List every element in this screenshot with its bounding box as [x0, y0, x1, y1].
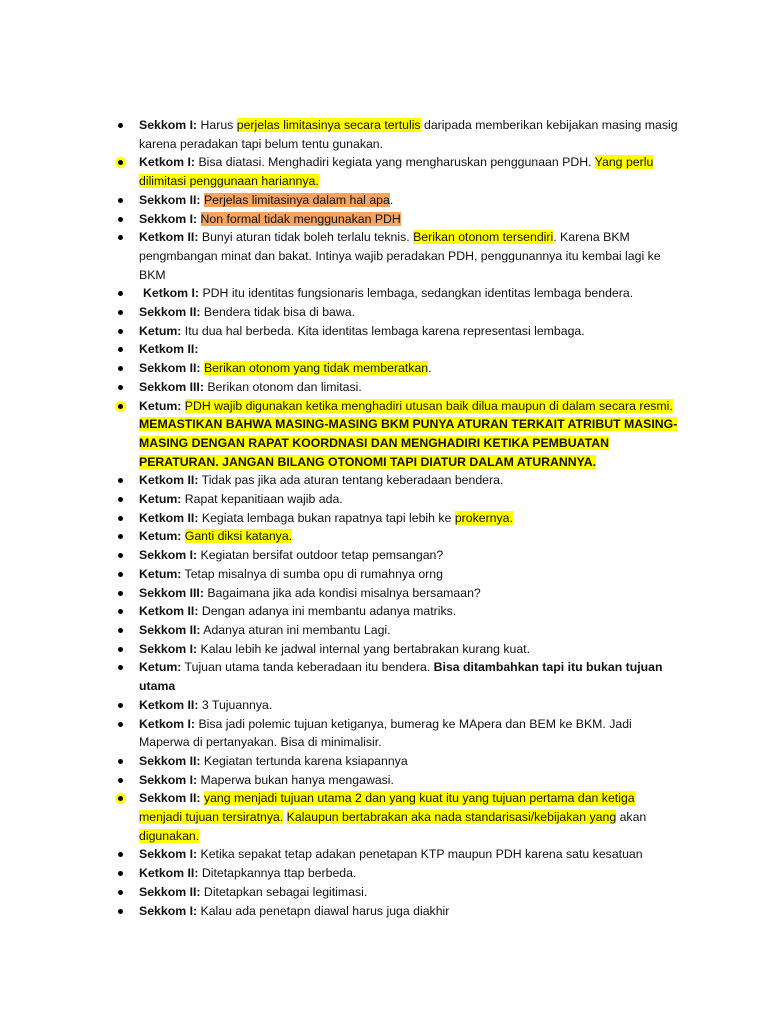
note-text: Bisa diatasi. Menghadiri kegiata yang mengharuskan penggunaan PDH.	[195, 155, 595, 170]
note-text: akan	[616, 810, 647, 825]
note-item	[139, 397, 679, 472]
note-item	[139, 116, 679, 153]
speaker-label: Sekkom I:	[139, 118, 198, 132]
note-item	[139, 864, 679, 883]
speaker-label: Ketkom II:	[139, 473, 199, 488]
note-item	[139, 228, 679, 284]
speaker-label: Sekkom I:	[139, 847, 198, 862]
speaker-label: Sekkom I:	[139, 903, 198, 918]
note-item	[139, 191, 679, 210]
note-text	[197, 212, 200, 226]
speaker-label: Ketkom II:	[139, 510, 199, 525]
speaker-label: Ketum:	[139, 398, 182, 413]
note-item	[139, 153, 679, 190]
note-item	[139, 789, 679, 845]
note-text: Bisa ditambahkan tapi itu bukan tujuan utama	[139, 660, 663, 694]
note-item	[139, 902, 679, 921]
note-item	[139, 471, 679, 490]
note-text: Kegiatan bersifat outdoor tetap pemsangan?	[197, 548, 444, 563]
speaker-label: Ketkom II:	[139, 230, 199, 245]
note-item	[139, 883, 679, 902]
note-text: Bunyi aturan tidak boleh terlalu teknis.	[198, 230, 414, 245]
note-text: Bendera tidak bisa di bawa.	[200, 305, 356, 320]
speaker-label: Ketkom II:	[139, 342, 199, 357]
note-item	[139, 527, 679, 546]
speaker-label: Ketum:	[139, 323, 182, 338]
note-item	[139, 752, 679, 771]
speaker-label: Ketkom II:	[139, 697, 199, 712]
speaker-label: Ketkom II:	[139, 604, 199, 619]
note-text: Ditetapkannya ttap berbeda.	[198, 866, 357, 881]
note-item	[139, 490, 679, 509]
note-text: Harus	[197, 118, 237, 132]
speaker-label: Sekkom II:	[139, 361, 201, 376]
note-text: digunakan.	[139, 828, 200, 843]
note-text: Tidak pas jika ada aturan tentang keberadaan bendera.	[198, 473, 504, 488]
note-item	[139, 715, 679, 752]
note-text: Ketika sepakat tetap adakan penetapan KTP maupun PDH karena satu kesatuan	[197, 847, 643, 862]
speaker-label: Ketkom I:	[139, 155, 196, 170]
note-item	[139, 658, 679, 695]
note-text: . Karena BKM pengmbangan minat dan bakat. Intinya wajib peradakan PDH, penggunannya itu kembai lagi ke BKM	[139, 230, 661, 282]
meeting-notes-list	[0, 116, 679, 920]
note-text: .	[389, 192, 394, 207]
note-item	[139, 696, 679, 715]
note-text: .	[428, 361, 432, 376]
note-item	[139, 509, 679, 528]
speaker-label: Ketum:	[139, 566, 182, 581]
speaker-label: Sekkom I:	[139, 641, 198, 656]
note-text: perjelas limitasinya secara tertulis	[236, 118, 421, 132]
speaker-label: Sekkom II:	[139, 192, 201, 207]
note-text: Adanya aturan ini membantu Lagi.	[200, 622, 391, 637]
note-text: Itu dua hal berbeda. Kita identitas lembaga karena representasi lembaga.	[181, 323, 585, 338]
note-item	[139, 584, 679, 603]
note-text: Non formal tidak menggunakan PDH	[200, 211, 401, 226]
speaker-label: Sekkom II:	[139, 622, 201, 637]
note-text: daripada memberikan kebijakan masing masig karena peradakan tapi belum tentu gunakan.	[139, 118, 678, 151]
speaker-label: Ketkom II:	[139, 866, 199, 881]
speaker-label: Ketkom I:	[139, 716, 196, 731]
note-text: Kalau lebih ke jadwal internal yang bertabrakan kurang kuat.	[197, 641, 531, 656]
speaker-label: Sekkom III:	[139, 379, 204, 394]
note-text: Tetap misalnya di sumba opu di rumahnya orng	[181, 566, 443, 581]
note-item	[139, 303, 679, 322]
note-text: Tujuan utama tanda keberadaan itu bendera.	[181, 660, 434, 675]
speaker-label: Sekkom II:	[139, 884, 201, 899]
note-item	[139, 640, 679, 659]
note-text: Berikan otonom tersendiri	[413, 230, 554, 245]
note-text: Perjelas limitasinya dalam hal apa	[203, 192, 390, 207]
note-text: Maperwa bukan hanya mengawasi.	[197, 772, 394, 787]
note-text: Kalau ada penetapn diawal harus juga diakhir	[197, 903, 450, 918]
note-text: MEMASTIKAN BAHWA MASING-MASING BKM PUNYA ATURAN TERKAIT ATRIBUT MASING-MASING DENGAN RAPAT KOORDNASI DAN MENGHADIRI KETIKA PEMBUATAN PERATURAN. JANGAN BILANG OTONOMI TAPI DIATUR DALAM ATURANNYA.	[139, 417, 678, 469]
note-text: Kalaupun bertabrakan aka nada standarisasi/kebijakan yang	[286, 810, 617, 825]
speaker-label: Ketum:	[139, 492, 182, 507]
note-text: Berikan otonom yang tidak memberatkan	[203, 361, 429, 376]
note-item	[139, 359, 679, 378]
note-item	[139, 322, 679, 341]
note-text: yang menjadi tujuan utama 2 dan yang kuat itu yang tujuan pertama dan ketiga menjadi tujuan tersiratnya.	[139, 791, 635, 825]
speaker-label: Sekkom III:	[139, 585, 204, 600]
note-text: 3 Tujuannya.	[198, 697, 273, 712]
note-item	[139, 210, 679, 229]
note-text: PDH wajib digunakan ketika menghadiri utusan baik dilua maupun di dalam secara resmi.	[184, 398, 673, 413]
note-text: Kegiatan tertunda karena ksiapannya	[200, 753, 408, 768]
note-item	[139, 845, 679, 864]
speaker-label: Ketum:	[139, 529, 182, 544]
speaker-label: Sekkom II:	[139, 753, 201, 768]
speaker-label: Ketkom I:	[143, 286, 200, 301]
note-item	[139, 565, 679, 584]
note-text: Ditetapkan sebagai legitimasi.	[200, 884, 368, 899]
note-item	[139, 546, 679, 565]
speaker-label: Ketum:	[139, 660, 182, 675]
note-text: Dengan adanya ini membantu adanya matriks.	[198, 604, 457, 619]
speaker-label: Sekkom II:	[139, 791, 201, 806]
note-item	[139, 621, 679, 640]
note-item	[139, 771, 679, 790]
note-item	[139, 602, 679, 621]
note-text: Berikan otonom dan limitasi.	[203, 379, 362, 394]
speaker-label: Sekkom II:	[139, 305, 201, 320]
note-text: PDH itu identitas fungsionaris lembaga, sedangkan identitas lembaga bendera.	[199, 286, 634, 301]
note-text: Bagaimana jika ada kondisi misalnya bersamaan?	[203, 585, 481, 600]
note-item	[139, 340, 679, 359]
speaker-label: Sekkom I:	[139, 772, 198, 787]
speaker-label: Sekkom I:	[139, 548, 198, 563]
speaker-label: Sekkom I:	[139, 211, 198, 226]
note-text: Yang perlu dilimitasi penggunaan hariannya.	[139, 155, 654, 189]
note-text: Rapat kepanitiaan wajib ada.	[181, 492, 343, 507]
note-text: prokernya.	[454, 510, 513, 525]
note-text: Bisa jadi polemic tujuan ketiganya, bumerag ke MApera dan BEM ke BKM. Jadi Maperwa di pertanyakan. Bisa di minimalisir.	[139, 716, 632, 750]
note-item	[139, 378, 679, 397]
note-text: Kegiata lembaga bukan rapatnya tapi lebih ke	[198, 510, 455, 525]
note-item	[139, 284, 679, 303]
note-text: Ganti diksi katanya.	[184, 529, 293, 544]
